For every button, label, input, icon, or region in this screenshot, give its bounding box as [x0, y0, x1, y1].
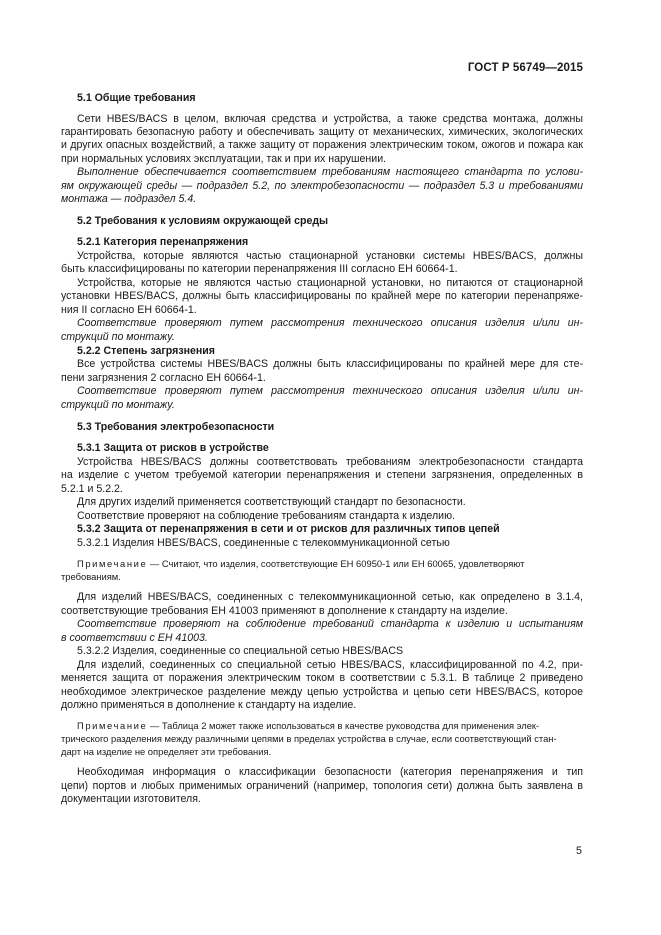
text-line: меняется защита от поражения электрическим током в соответствии с 5.3.1. В таблице 2 приведено	[61, 672, 583, 684]
text-line: установки HBES/BACS, должны быть классифицированы по крайней мере по категории перенапряже-	[61, 290, 583, 302]
note-label: Примечание	[77, 558, 148, 569]
text-line: Для изделий, соединенных со специальной сетью HBES/BACS, классифицированной по 4.2, при-	[77, 659, 583, 671]
clause-heading: 5.3.2.1 Изделия HBES/BACS, соединенные с телекоммуникационной сетью	[77, 537, 450, 549]
section-heading: 5.3 Требования электробезопасности	[77, 421, 275, 433]
section-heading: 5.1 Общие требования	[77, 92, 196, 104]
clause-heading: 5.3.2.2 Изделия, соединенные со специальной сетью HBES/BACS	[77, 645, 404, 657]
text-line: Устройства HBES/BACS должны соответствовать требованиям электробезопасности стандарта	[77, 456, 583, 468]
text-line: Для других изделий применяется соответствующий стандарт по безопасности.	[77, 496, 466, 508]
document-header: ГОСТ Р 56749—2015	[467, 62, 583, 74]
subsection-heading: 5.3.1 Защита от рисков в устройстве	[77, 442, 269, 454]
text-line: документации изготовителя.	[61, 793, 201, 805]
note-line: дарт на изделие не определяет эти требования.	[61, 746, 272, 757]
text-line: Соответствие проверяют на соблюдение требованиям стандарта к изделию.	[77, 510, 455, 522]
text-line: при нормальных условиях эксплуатации, так и при их нарушении.	[61, 153, 387, 165]
text-line: соответствующие требования ЕН 41003 применяют в дополнение к стандарту на изделие.	[61, 605, 508, 617]
text-line: и других опасных воздействий, а также защиту от поражения электрическим током, ожогов и пожара как	[61, 139, 583, 151]
text-line-italic: в соответствии с ЕН 41003.	[61, 632, 208, 644]
text-line: пени загрязнения 2 согласно ЕН 60664-1.	[61, 372, 266, 384]
text-line: Устройства, которые являются частью стационарной установки системы HBES/BACS, должны	[77, 250, 583, 262]
note-label: Примечание	[77, 720, 148, 731]
subsection-heading: 5.2.1 Категория перенапряжения	[77, 236, 249, 248]
text-line-italic: струкций по монтажу.	[61, 331, 175, 343]
page-number: 5	[576, 845, 582, 857]
subsection-heading: 5.2.2 Степень загрязнения	[77, 345, 215, 357]
text-line-italic: Соответствие проверяют на соблюдение требований стандарта к изделию и испытаниям	[77, 618, 583, 630]
subsection-heading: 5.3.2 Защита от перенапряжения в сети и от рисков для различных типов цепей	[77, 523, 500, 535]
section-heading: 5.2 Требования к условиям окружающей среды	[77, 215, 329, 227]
text-line: Все устройства системы HBES/BACS должны быть классифицированы по крайней мере для сте-	[77, 358, 583, 370]
note-text: — Таблица 2 может также использоваться в качестве руководства для применения элек-	[149, 720, 540, 731]
text-line: Сети HBES/BACS в целом, включая средства и устройства, а также средства монтажа, должны	[77, 113, 583, 125]
text-line: на изделие с учетом требуемой категории перенапряжения и степени загрязнения, определенных в	[61, 469, 583, 481]
text-line: 5.2.1 и 5.2.2.	[61, 483, 123, 495]
text-line: необходимое электрическое разделение между цепью устройства и цепью сети HBES/BACS, которое	[61, 686, 583, 698]
text-line: цепи) портов и любых применимых ограничений (например, топология сети) должна быть заявлена в	[61, 780, 583, 792]
text-line: ния II согласно ЕН 60664-1.	[61, 304, 197, 316]
text-line-italic: Соответствие проверяют путем рассмотрения технического описания изделия и/или ин-	[77, 317, 583, 329]
text-line: должно применяться в дополнение к стандарту на изделие.	[61, 699, 357, 711]
text-line-italic: Выполнение обеспечивается соответствием требованиям настоящего стандарта по услови-	[77, 166, 583, 178]
note-line	[77, 719, 539, 732]
text-line: Необходимая информация о классификации безопасности (категория перенапряжения и тип	[77, 766, 583, 778]
text-line: Для изделий HBES/BACS, соединенных с телекоммуникационной сетью, как определено в 3.1.4,	[77, 591, 583, 603]
text-line-italic: Соответствие проверяют путем рассмотрения технического описания изделия и/или ин-	[77, 385, 583, 397]
note-line: трического разделения между различными цепями в пределах устройства в случае, если соответствующий стан-	[61, 733, 557, 744]
text-line: быть классифицированы по категории перенапряжения III согласно ЕН 60664-1.	[61, 263, 458, 275]
note-line	[77, 557, 524, 570]
note-line: требованиям.	[61, 571, 121, 582]
note-text: — Считают, что изделия, соответствующие ЕН 60950-1 или ЕН 60065, удовлетворяют	[149, 558, 525, 569]
text-line-italic: монтажа — подраздел 5.4.	[61, 193, 197, 205]
text-line-italic: струкций по монтажу.	[61, 399, 175, 411]
text-line: Устройства, которые не являются частью стационарной установки, но питаются от стационарной	[77, 277, 583, 289]
text-line: гарантировать безопасную работу и обеспечивать защиту от механических, химических, экологических	[61, 126, 583, 138]
text-line-italic: ям окружающей среды — подраздел 5.2, по электробезопасности — подраздел 5.3 и требованиями	[61, 180, 583, 192]
